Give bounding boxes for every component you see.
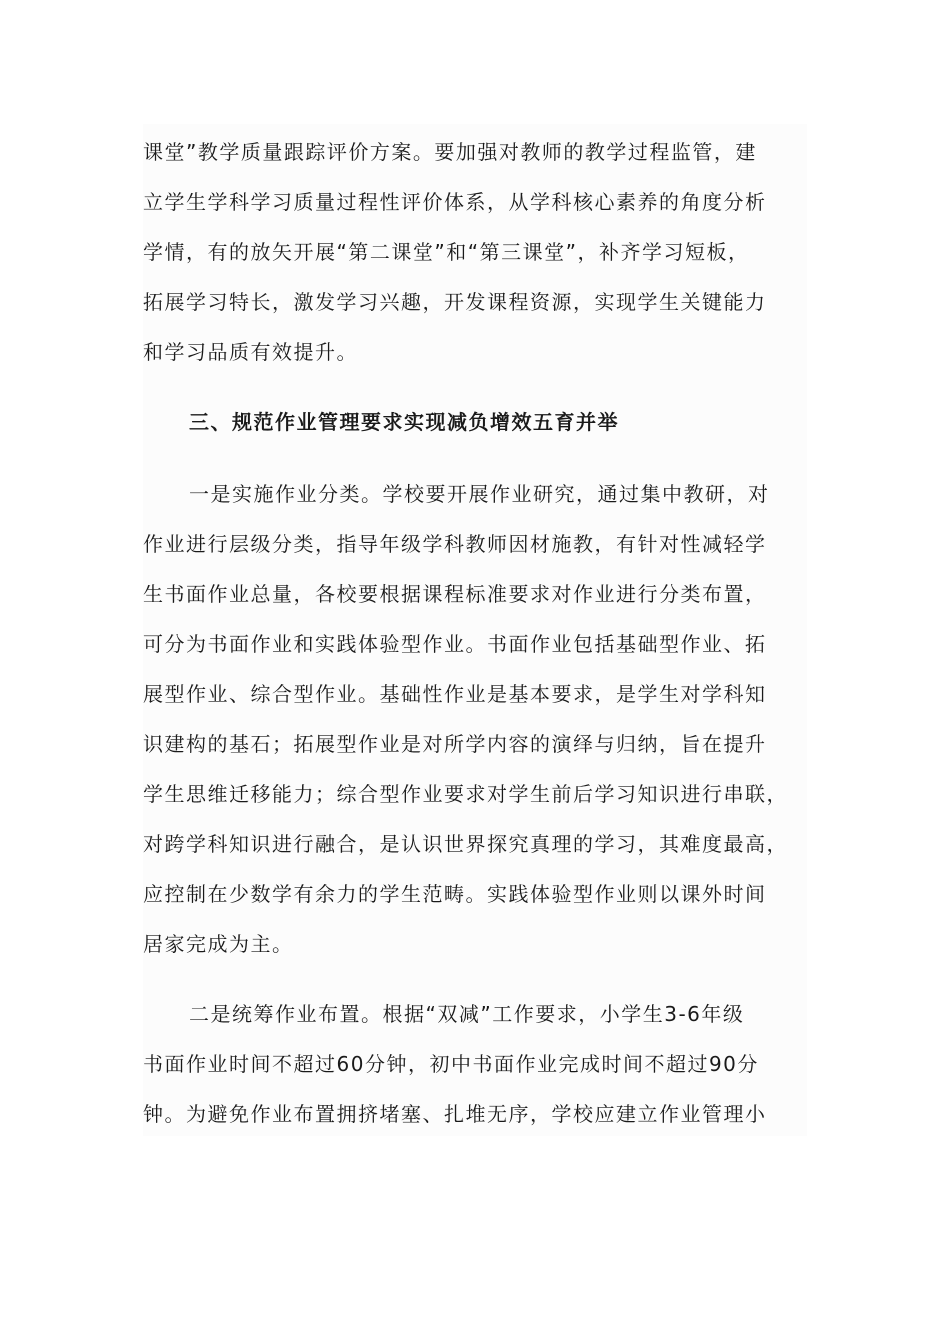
section-heading-3: 三、规范作业管理要求实现减负增效五育并举 [189,410,619,434]
paragraph-2-line-1: 一是实施作业分类。学校要开展作业研究，通过集中教研，对 [189,482,770,506]
paragraph-2-line-4: 可分为书面作业和实践体验型作业。书面作业包括基础型作业、拓 [143,632,767,656]
paragraph-2-line-3: 生书面作业总量，各校要根据课程标准要求对作业进行分类布置， [143,582,767,606]
paragraph-3-line-2: 书面作业时间不超过60分钟，初中书面作业完成时间不超过90分 [143,1052,759,1076]
paragraph-1-line-3: 学情，有的放矢开展“第二课堂”和“第三课堂”，补齐学习短板， [143,240,750,264]
paragraph-1-line-2: 立学生学科学习质量过程性评价体系，从学科核心素养的角度分析 [143,190,767,214]
paragraph-2-line-10: 居家完成为主。 [143,932,294,956]
paragraph-2-line-2: 作业进行层级分类，指导年级学科教师因材施教，有针对性减轻学 [143,532,767,556]
paragraph-3-line-3: 钟。为避免作业布置拥挤堵塞、扎堆无序，学校应建立作业管理小 [143,1102,767,1126]
paragraph-2-line-9: 应控制在少数学有余力的学生范畴。实践体验型作业则以课外时间 [143,882,767,906]
paragraph-1-line-1: 课堂”教学质量跟踪评价方案。要加强对教师的教学过程监管，建 [143,140,757,164]
paragraph-2-line-6: 识建构的基石；拓展型作业是对所学内容的演绎与归纳，旨在提升 [143,732,767,756]
paragraph-1-line-5: 和学习品质有效提升。 [143,340,358,364]
paragraph-2-line-5: 展型作业、综合型作业。基础性作业是基本要求，是学生对学科知 [143,682,767,706]
paragraph-1-line-4: 拓展学习特长，激发学习兴趣，开发课程资源，实现学生关键能力 [143,290,767,314]
paragraph-3-line-1: 二是统筹作业布置。根据“双减”工作要求，小学生3-6年级 [189,1002,745,1026]
document-body [143,124,807,1136]
paragraph-2-line-8: 对跨学科知识进行融合，是认识世界探究真理的学习，其难度最高， [143,832,788,856]
paragraph-2-line-7: 学生思维迁移能力；综合型作业要求对学生前后学习知识进行串联， [143,782,788,806]
